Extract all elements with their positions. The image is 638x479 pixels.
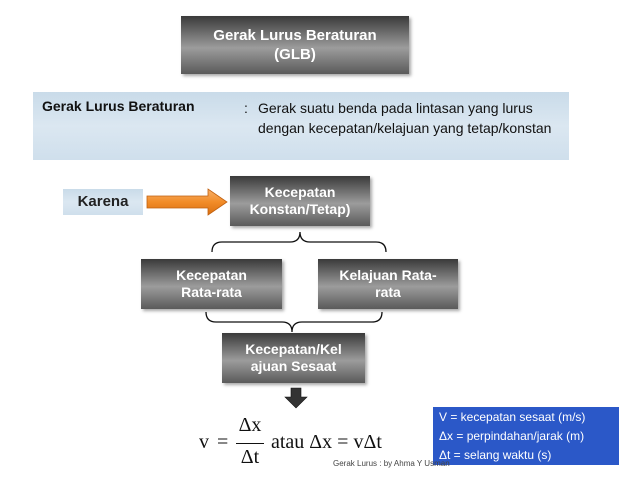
legend-box — [433, 407, 619, 465]
node-rata-line-1: Kecepatan — [176, 267, 247, 283]
title-line-1: Gerak Lurus Beraturan — [213, 27, 377, 44]
down-arrow-icon — [285, 388, 307, 408]
karena-label: Karena — [63, 189, 143, 215]
footer-credit: Gerak Lurus : by Ahma Y Usman — [333, 459, 450, 468]
legend-item: V = kecepatan sesaat (m/s) — [439, 410, 586, 424]
node-konstan-line-1: Kecepatan — [264, 184, 336, 200]
node-kecepatan-rata-rata — [141, 259, 282, 309]
definition-term: Gerak Lurus Beraturan — [42, 98, 195, 114]
node-kecepatan-sesaat — [222, 333, 365, 383]
node-rata-line-2: Rata-rata — [181, 284, 242, 300]
node-kelajuan-line-1: Kelajuan Rata- — [339, 267, 437, 283]
formula-v: v — [199, 431, 209, 453]
definition-text: Gerak suatu benda pada lintasan yang lurus dengan kecepatan/kelajuan yang tetap/konstan — [258, 100, 552, 136]
formula-equals: = — [217, 431, 229, 453]
top-brace — [212, 232, 386, 252]
node-sesaat-line-2: ajuan Sesaat — [250, 358, 337, 374]
node-kelajuan-line-2: rata — [375, 284, 401, 300]
formula-alternative: atau Δx = vΔt — [271, 431, 382, 453]
node-kelajuan-rata-rata — [318, 259, 458, 309]
formula-fraction-bar — [236, 443, 264, 444]
title-line-2: (GLB) — [274, 46, 316, 63]
karena-arrow-icon — [147, 189, 227, 215]
node-kecepatan-konstan — [230, 176, 370, 226]
bottom-brace — [206, 312, 382, 332]
legend-item: Δt = selang waktu (s) — [439, 448, 552, 462]
node-sesaat-line-1: Kecepatan/Kel — [245, 341, 342, 357]
legend-item: Δx = perpindahan/jarak (m) — [439, 429, 585, 443]
node-konstan-line-2: Konstan/Tetap) — [249, 201, 351, 217]
definition-colon: : — [244, 100, 248, 116]
formula-numerator: Δx — [238, 414, 262, 436]
formula-denominator: Δt — [240, 446, 260, 468]
